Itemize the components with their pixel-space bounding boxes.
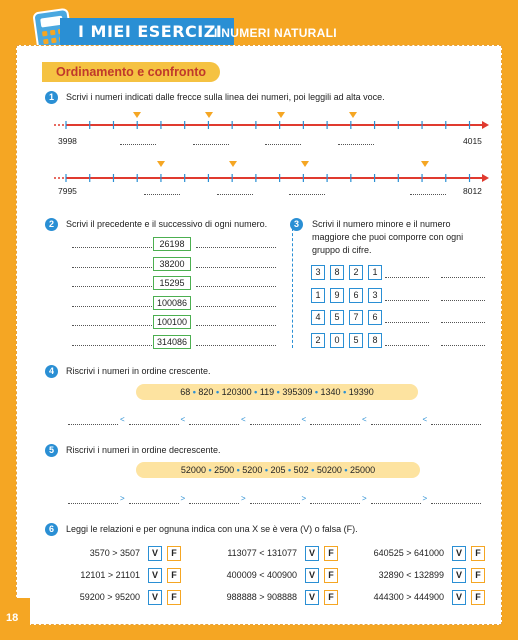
answer-blank[interactable] [72,267,152,268]
exercise-number: 6 [45,523,58,536]
answer-blank[interactable] [431,424,481,425]
divider [292,228,293,348]
answer-blank[interactable] [196,286,276,287]
true-checkbox[interactable]: V [305,590,319,605]
digit-box: 6 [349,288,363,303]
pill-number: 119 [259,387,275,397]
answer-blank[interactable] [72,306,152,307]
pill-number: 19390 [348,387,374,397]
digit-box: 5 [330,310,344,325]
comparison-sign: < [120,415,125,424]
separator-dot: • [308,465,317,475]
section-title: Ordinamento e confronto [42,62,220,82]
arrow-marker [421,161,429,167]
relation-text: 113077 < 131077 [227,548,297,558]
answer-blank[interactable] [193,144,229,145]
numbers-pill [136,384,418,400]
pill-number: 52000 [180,465,206,475]
exercise-number: 4 [45,365,58,378]
separator-dot: • [190,387,199,397]
separator-dot: • [274,387,283,397]
number-box: 26198 [153,237,191,251]
pill-number: 25000 [350,465,376,475]
number-box: 100100 [153,315,191,329]
exercise-number: 3 [290,218,303,231]
exercise-instruction: Scrivi i numeri indicati dalle frecce sulla linea dei numeri, poi leggili ad alta voce. [66,92,385,102]
answer-blank[interactable] [310,503,360,504]
pill-number: 1340 [320,387,341,397]
relation-text: 988888 > 908888 [226,592,297,602]
true-checkbox[interactable]: V [148,568,162,583]
exercise-instruction: Leggi le relazioni e per ognuna indica con una X se è vera (V) o falsa (F). [66,524,358,534]
comparison-sign: < [301,415,307,424]
answer-blank[interactable] [410,194,446,195]
arrow-marker [301,161,309,167]
comparison-sign: < [422,415,428,424]
pill-number: 205 [270,465,286,475]
pill-number: 2500 [214,465,235,475]
relation-text: 640525 > 641000 [373,548,444,558]
answer-blank[interactable] [385,277,429,278]
pill-number: 68 [180,387,191,397]
pill-number: 50200 [316,465,342,475]
answer-blank[interactable] [217,194,253,195]
false-checkbox[interactable]: F [471,546,485,561]
answer-blank[interactable] [441,300,485,301]
answer-blank[interactable] [371,503,421,504]
digit-box: 0 [330,333,344,348]
answer-blank[interactable] [72,286,152,287]
false-checkbox[interactable]: F [471,568,485,583]
separator-dot: • [234,465,243,475]
answer-blank[interactable] [72,345,152,346]
true-checkbox[interactable]: V [148,590,162,605]
comparison-sign: > [362,494,367,503]
true-checkbox[interactable]: V [452,546,466,561]
number-box: 38200 [153,257,191,271]
true-checkbox[interactable]: V [452,590,466,605]
answer-blank[interactable] [385,322,429,323]
comparison-sign: < [180,415,186,424]
false-checkbox[interactable]: F [324,568,338,583]
answer-blank[interactable] [431,503,481,504]
false-checkbox[interactable]: F [167,590,181,605]
true-checkbox[interactable]: V [452,568,466,583]
relation-text: 59200 > 95200 [79,592,140,602]
digit-box: 6 [368,310,382,325]
answer-blank[interactable] [120,144,156,145]
answer-blank[interactable] [441,345,485,346]
digit-box: 8 [368,333,382,348]
comparison-sign: < [241,415,246,424]
separator-dot: • [262,465,271,475]
answer-blank[interactable] [68,503,118,504]
false-checkbox[interactable]: F [324,590,338,605]
digit-box: 9 [330,288,344,303]
digit-box: 3 [311,265,325,280]
comparison-sign: > [422,494,428,503]
answer-blank[interactable] [385,345,429,346]
true-checkbox[interactable]: V [148,546,162,561]
line1-end: 4015 [463,136,482,146]
arrow-marker [277,112,285,118]
true-checkbox[interactable]: V [305,546,319,561]
exercise-number: 2 [45,218,58,231]
exercise-instruction: Riscrivi i numeri in ordine decrescente. [66,445,221,455]
relation-text: 3570 > 3507 [89,548,140,558]
exercise-number: 1 [45,91,58,104]
answer-blank[interactable] [189,424,239,425]
answer-blank[interactable] [338,144,374,145]
answer-blank[interactable] [144,194,180,195]
digit-box: 3 [368,288,382,303]
relation-text: 32890 < 132899 [378,570,444,580]
digit-box: 2 [349,265,363,280]
separator-dot: • [312,387,321,397]
answer-blank[interactable] [196,267,276,268]
arrow-marker [133,112,141,118]
exercise-number: 5 [45,444,58,457]
comparison-sign: > [241,494,246,503]
answer-blank[interactable] [68,424,118,425]
number-lines [52,106,492,196]
numbers-pill [136,462,420,478]
line1-start: 3998 [58,136,77,146]
page-number: 18 [6,612,19,624]
pill-number: 820 [198,387,214,397]
comparison-sign: > [301,494,307,503]
line2-end: 8012 [463,186,482,196]
pill-number: 120300 [221,387,252,397]
comparison-sign: > [120,494,125,503]
answer-blank[interactable] [72,247,152,248]
false-checkbox[interactable]: F [167,546,181,561]
arrow-marker [349,112,357,118]
answer-blank[interactable] [196,306,276,307]
header-title: I MIEI ESERCIZI [60,18,234,46]
arrow-marker [157,161,165,167]
header-subtitle: I NUMERI NATURALI [214,26,337,40]
answer-blank[interactable] [385,300,429,301]
pill-number: 502 [293,465,309,475]
answer-blank[interactable] [371,424,421,425]
digit-box: 1 [368,265,382,280]
answer-blank[interactable] [265,144,301,145]
digit-box: 7 [349,310,363,325]
answer-blank[interactable] [129,424,179,425]
false-checkbox[interactable]: F [324,546,338,561]
number-box: 100086 [153,296,191,310]
digit-box: 2 [311,333,325,348]
arrow-marker [205,112,213,118]
answer-blank[interactable] [196,247,276,248]
true-checkbox[interactable]: V [305,568,319,583]
digit-box: 5 [349,333,363,348]
answer-blank[interactable] [441,277,485,278]
answer-blank[interactable] [196,345,276,346]
answer-blank[interactable] [250,424,300,425]
answer-blank[interactable] [72,325,152,326]
relation-text: 12101 > 21101 [80,570,140,580]
exercise-instruction: Scrivi il numero minore e il numero maggiore che puoi comporre con ogni gruppo di cifre. [312,219,464,255]
answer-blank[interactable] [250,503,300,504]
comparison-sign: < [362,415,367,424]
separator-dot: • [213,387,222,397]
relation-text: 400009 < 400900 [226,570,297,580]
number-line-2 [54,161,489,182]
separator-dot: • [251,387,260,397]
separator-dot: • [205,465,215,475]
answer-blank[interactable] [196,325,276,326]
separator-dot: • [340,387,349,397]
separator-dot: • [285,465,294,475]
answer-blank[interactable] [189,503,239,504]
answer-blank[interactable] [289,194,325,195]
separator-dot: • [341,465,351,475]
comparison-sign: > [180,494,186,503]
line2-start: 7995 [58,186,77,196]
number-box: 15295 [153,276,191,290]
digit-box: 4 [311,310,325,325]
false-checkbox[interactable]: F [471,590,485,605]
answer-blank[interactable] [310,424,360,425]
digit-box: 1 [311,288,325,303]
answer-blank[interactable] [129,503,179,504]
pill-number: 5200 [242,465,263,475]
number-line-1 [54,112,489,129]
relation-text: 444300 > 444900 [373,592,444,602]
arrow-marker [229,161,237,167]
exercise-instruction: Riscrivi i numeri in ordine crescente. [66,366,211,376]
answer-blank[interactable] [441,322,485,323]
false-checkbox[interactable]: F [167,568,181,583]
digit-box: 8 [330,265,344,280]
exercise-instruction: Scrivi il precedente e il successivo di ogni numero. [66,219,268,229]
number-box: 314086 [153,335,191,349]
pill-number: 395309 [282,387,313,397]
